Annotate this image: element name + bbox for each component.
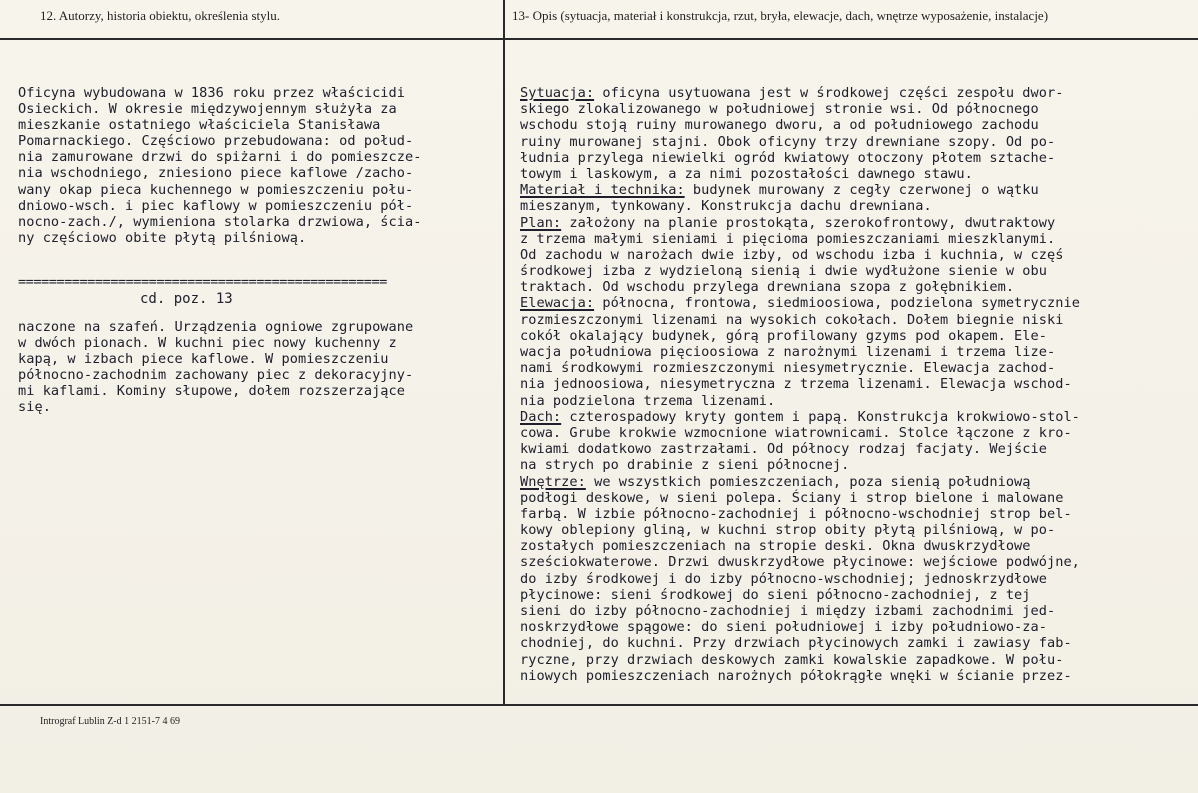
description-line-text: założony na planie prostokąta, szerokofrontowy, dwutraktowy: [561, 214, 1056, 231]
description-line: [520, 85, 1192, 101]
description-line-text: cowa. Grube krokwie wzmocnione wiatrownicami. Stolce łączone z kro-: [520, 424, 1072, 441]
description-line: [520, 457, 1192, 473]
section-label: Sytuacja:: [520, 85, 595, 101]
continuation-line: północno-zachodnim zachowany piec z dekoracyjny-: [18, 367, 414, 384]
description-line-text: kowy oblepiony gliną, w kuchni strop obity płytą pilśniową, w po-: [520, 522, 1056, 539]
history-line: Oficyna wybudowana w 1836 roku przez właścicidi: [18, 85, 406, 101]
description-line: [520, 425, 1192, 441]
description-text: [520, 85, 1192, 684]
history-line: Osieckich. W okresie międzywojennym służyła za: [18, 101, 397, 118]
description-line: [520, 263, 1192, 279]
history-line: Pomarnackiego. Częściowo przebudowana: od połud-: [18, 133, 414, 150]
description-line-text: środkowej izba z wydzieloną sienią i dwie wydłużone sienie w obu: [520, 263, 1047, 280]
description-line: [520, 134, 1192, 150]
section-label: Wnętrze:: [520, 473, 586, 490]
description-line-text: łudnia przylega niewielki ogród kwiatowy otoczony płotem sztache-: [520, 149, 1056, 166]
description-line: [520, 490, 1192, 506]
description-line: [520, 101, 1192, 117]
description-line-text: chodniej, do kuchni. Przy drzwiach płycinowych zamki i zawiasy fab-: [520, 635, 1072, 652]
description-line-text: niowych pomieszczeniach narożnych półokrągłe wnęki w ścianie przez-: [520, 667, 1072, 684]
section-label: Dach:: [520, 408, 562, 425]
description-line-text: na strych po drabinie z sieni północnej.: [520, 457, 850, 474]
description-line: [520, 474, 1192, 490]
description-line: [520, 279, 1192, 295]
section-label: Plan:: [520, 214, 562, 231]
description-line: [520, 409, 1192, 425]
continuation-line: naczone na szafeń. Urządzenia ogniowe zgrupowane: [18, 319, 414, 335]
description-line-text: kwiami dodatkowo zastrzałami. Od północy rodzaj facjaty. Wejście: [520, 441, 1047, 458]
description-line-text: budynek murowany z cegły czerwonej o wątku: [684, 182, 1039, 199]
continuation-line: mi kaflami. Kominy słupowe, dołem rozszerzające: [18, 383, 406, 400]
continuation-line: się.: [18, 399, 51, 416]
description-line-text: noskrzydłowe spągowe: do sieni południowej i izby południowo-za-: [520, 619, 1047, 636]
description-line: [520, 328, 1192, 344]
history-line: dniowo-wsch. i piec kaflowy w pomieszczeniu pół-: [18, 197, 414, 214]
section-13-header: 13- Opis (sytuacja, materiał i konstrukcja, rzut, bryła, elewacje, dach, wnętrze wyposażenie, instalacje): [512, 8, 1049, 23]
history-line: ny częściowo obite płytą pilśniową.: [18, 229, 307, 246]
description-line: [520, 150, 1192, 166]
history-line: nia zamurowane drzwi do spiżarni i do pomieszcze-: [18, 149, 422, 166]
separator-line: ================================================: [18, 274, 387, 290]
description-line-text: traktach. Od wschodu przylega drewniana szopa z gołębnikiem.: [520, 279, 1015, 296]
description-line-text: mieszanym, tynkowany. Konstrukcja dachu drewniana.: [520, 198, 932, 215]
description-line-text: ryczne, przy drzwiach deskowych zamki kowalskie zapadkowe. W połu-: [520, 651, 1064, 668]
description-line-text: wacja południowa pięcioosiowa z narożnymi lizenami i trzema lize-: [520, 344, 1056, 360]
continuation-line: kapą, w izbach piece kaflowe. W pomieszczeniu: [18, 351, 389, 368]
description-line: [520, 166, 1192, 182]
description-line-text: cokół okalający budynek, górą profilowany gzyms pod okapem. Ele-: [520, 327, 1047, 344]
description-line-text: płycinowe: sieni środkowej do sieni północno-zachodniej, z tej: [520, 586, 1031, 603]
description-line-text: ruiny murowanej stajni. Obok oficyny trzy drewniane szopy. Od po-: [520, 133, 1056, 150]
description-line-text: we wszystkich pomieszczeniach, poza sienią południową: [585, 473, 1031, 490]
section-label: Materiał i technika:: [520, 182, 685, 199]
description-line: [520, 635, 1192, 651]
description-line: [520, 441, 1192, 457]
description-line: [520, 522, 1192, 538]
description-line-text: sześciokwaterowe. Drzwi dwuskrzydłowe płycinowe: wejściowe podwójne,: [520, 554, 1080, 571]
description-line-text: farbą. W izbie północno-zachodniej i północno-wschodniej strop bel-: [520, 505, 1072, 522]
description-line: [520, 538, 1192, 554]
history-line: nia wschodniego, zniesiono piece kaflowe /zacho-: [18, 165, 414, 182]
description-line: [520, 117, 1192, 133]
description-line: [520, 360, 1192, 376]
description-line: [520, 619, 1192, 635]
description-line-text: nia jednoosiowa, niesymetryczna z trzema lizenami. Elewacja wschod-: [520, 376, 1072, 393]
description-line-text: towym i laskowym, a za nimi pozostałości dawnego stawu.: [520, 165, 973, 182]
description-line-text: z trzema małymi sieniami i pięcioma pomieszczaniami mieszklanymi.: [520, 230, 1056, 247]
description-line: [520, 603, 1192, 619]
description-line-text: rozmieszczonymi lizenami na wysokich cokołach. Dołem biegnie niski: [520, 311, 1064, 328]
continuation-label: cd. poz. 13: [140, 291, 233, 307]
printer-imprint: Intrograf Lublin Z-d 1 2151-7 4 69: [40, 716, 180, 727]
description-line-text: nami środkowymi rozmieszczonymi niesymetrycznie. Elewacja zachod-: [520, 360, 1056, 377]
description-line: [520, 652, 1192, 668]
description-line-text: oficyna usytuowana jest w środkowej części zespołu dwor-: [594, 85, 1064, 101]
description-line: [520, 571, 1192, 587]
description-line-text: Od zachodu w narożach dwie izby, od wschodu izba i kuchnia, w częś: [520, 246, 1064, 263]
description-line-text: skiego zlokalizowanego w południowej stronie wsi. Od północnego: [520, 101, 1039, 118]
description-line-text: północna, frontowa, siedmioosiowa, podzielona symetrycznie: [594, 295, 1080, 312]
history-line: nocno-zach./, wymieniona stolarka drzwiowa, ścia-: [18, 213, 422, 230]
history-text: [18, 85, 421, 246]
section-12-header: 12. Autorzy, historia obiektu, określenia stylu.: [40, 8, 280, 23]
description-line: [520, 312, 1192, 328]
header-rule: [0, 38, 1198, 40]
description-line: [520, 344, 1192, 360]
description-line: [520, 668, 1192, 684]
history-line: mieszkanie ostatniego właściciela Stanisława: [18, 117, 381, 134]
description-line: [520, 247, 1192, 263]
description-line: [520, 295, 1192, 311]
description-line-text: wschodu stoją ruiny murowanego dworu, a od południowego zachodu: [520, 117, 1039, 134]
column-divider: [503, 0, 505, 704]
description-line: [520, 554, 1192, 570]
description-line-text: nia podzielona trzema lizenami.: [520, 392, 776, 409]
continuation-line: w dwóch pionach. W kuchni piec nowy kuchenny z: [18, 335, 397, 352]
description-line: [520, 393, 1192, 409]
description-line: [520, 182, 1192, 198]
description-line: [520, 376, 1192, 392]
description-line-text: podłogi deskowe, w sieni polepa. Ściany i strop bielone i malowane: [520, 489, 1064, 506]
footer-rule: [0, 704, 1198, 706]
description-line-text: czterospadowy kryty gontem i papą. Konstrukcja krokwiowo-stol-: [561, 408, 1080, 425]
continuation-text: [18, 319, 413, 416]
description-line-text: do izby środkowej i do izby północno-wschodniej; jednoskrzydłowe: [520, 570, 1047, 587]
description-line: [520, 198, 1192, 214]
description-line: [520, 231, 1192, 247]
history-line: wany okap pieca kuchennego w pomieszczeniu połu-: [18, 181, 414, 198]
description-line-text: sieni do izby północno-zachodniej i między izbami zachodnimi jed-: [520, 603, 1056, 619]
description-line-text: zostałych pomieszczeniach na stropie deski. Okna dwuskrzydłowe: [520, 538, 1031, 555]
section-label: Elewacja:: [520, 295, 595, 312]
description-line: [520, 215, 1192, 231]
description-line: [520, 506, 1192, 522]
description-line: [520, 587, 1192, 603]
